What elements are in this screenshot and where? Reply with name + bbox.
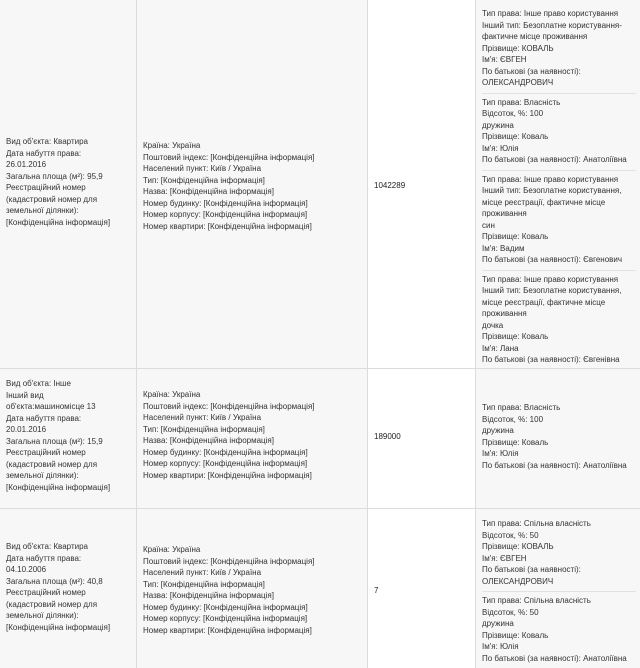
cost-value: 1042289	[374, 181, 406, 190]
object-line: 20.01.2016	[6, 425, 47, 434]
address-line: Номер квартири: [Конфіденційна інформація]	[143, 625, 312, 635]
object-line: (кадастровий номер для	[6, 459, 98, 469]
rights-cell	[475, 509, 640, 668]
right-line: місце реєстрації, фактичне місце	[482, 197, 606, 207]
address-line: Номер корпусу: [Конфіденційна інформація]	[143, 459, 308, 468]
object-line: Загальна площа (м²): 40,8	[6, 576, 103, 586]
address-line: Країна: Україна	[143, 545, 201, 554]
address-line: Поштовий індекс: [Конфіденційна інформація]	[143, 152, 315, 162]
right-line: Ім'я: Юлія	[482, 449, 519, 458]
right-line: Тип права: Власність	[482, 97, 561, 107]
object-line: [Конфіденційна інформація]	[6, 622, 111, 632]
right-line: Ім'я: Юлія	[482, 143, 519, 153]
right-line: По батькові (за наявності): Євгенович	[482, 255, 623, 264]
object-line: (кадастровий номер для	[6, 599, 98, 609]
right-line: Тип права: Інше право користування	[482, 174, 619, 184]
right-holder-block	[482, 174, 636, 268]
address-line: Населений пункт: Київ / Україна	[143, 413, 262, 422]
right-line: Ім'я: Вадим	[482, 243, 525, 253]
address-line: Номер будинку: [Конфіденційна інформація]	[143, 602, 308, 612]
right-line: Прізвище: Коваль	[482, 630, 549, 640]
right-line: Ім'я: Юлія	[482, 642, 519, 651]
right-line: Тип права: Спільна власність	[482, 596, 591, 605]
object-line: Загальна площа (м²): 95,9	[6, 171, 103, 181]
object-line: земельної ділянки):	[6, 471, 79, 480]
right-line: По батькові (за наявності):	[482, 66, 581, 76]
cost-cell	[367, 369, 475, 508]
right-line: Відсоток, %: 50	[482, 530, 539, 540]
right-line: ОЛЕКСАНДРОВИЧ	[482, 78, 554, 87]
object-cell	[0, 0, 136, 368]
address-line: Назва: [Конфіденційна інформація]	[143, 591, 274, 600]
right-line: ОЛЕКСАНДРОВИЧ	[482, 576, 554, 586]
divider	[482, 270, 636, 271]
right-line: дочка	[482, 320, 504, 330]
object-cell	[0, 509, 136, 668]
address-line: Номер будинку: [Конфіденційна інформація]	[143, 198, 308, 208]
right-holder-block	[482, 595, 636, 666]
right-line: По батькові (за наявності): Анатоліївна	[482, 155, 627, 164]
address-cell	[136, 509, 367, 668]
right-line: Ім'я: Лана	[482, 343, 519, 353]
right-line: Прізвище: Коваль	[482, 437, 549, 447]
right-line: Тип права: Власність	[482, 403, 561, 412]
right-line: Тип права: Спільна власність	[482, 519, 591, 528]
right-line: Тип права: Інше право користування	[482, 274, 619, 284]
right-line: Інший тип: Безоплатне користування,	[482, 286, 622, 295]
divider	[482, 591, 636, 592]
object-line: об'єкта:машиномісце 13	[6, 402, 96, 411]
object-line: земельної ділянки):	[6, 611, 79, 620]
address-line: Країна: Україна	[143, 141, 201, 150]
right-line: По батькові (за наявності):	[482, 565, 581, 574]
right-line: дружина	[482, 619, 514, 628]
address-line: Поштовий індекс: [Конфіденційна інформація]	[143, 556, 315, 566]
object-cell	[0, 369, 136, 508]
divider	[482, 170, 636, 171]
right-line: Відсоток, %: 50	[482, 607, 539, 617]
right-line: проживання	[482, 309, 527, 318]
address-line: Поштовий індекс: [Конфіденційна інформація]	[143, 401, 315, 411]
right-holder-block	[482, 274, 636, 368]
right-line: Прізвище: Коваль	[482, 332, 549, 341]
right-line: Ім'я: ЄВГЕН	[482, 55, 527, 64]
right-line: місце реєстрації, фактичне місце	[482, 297, 606, 307]
address-line: Населений пункт: Київ / Україна	[143, 164, 262, 173]
right-holder-block	[482, 518, 636, 589]
address-line: Країна: Україна	[143, 390, 201, 399]
right-line: дружина	[482, 120, 514, 130]
right-line: фактичне місце проживання	[482, 32, 588, 41]
right-line: дружина	[482, 426, 514, 435]
right-line: Інший тип: Безоплатне користування-	[482, 20, 622, 30]
object-line: Вид об'єкта: Квартира	[6, 542, 88, 551]
address-line: Тип: [Конфіденційна інформація]	[143, 579, 265, 589]
right-line: Прізвище: КОВАЛЬ	[482, 43, 554, 53]
address-cell	[136, 369, 367, 508]
right-line: син	[482, 220, 495, 230]
divider	[482, 93, 636, 94]
object-line: [Конфіденційна інформація]	[6, 217, 111, 227]
cost-value: 7	[374, 586, 379, 595]
cost-value: 189000	[374, 432, 401, 441]
address-line: Номер будинку: [Конфіденційна інформація]	[143, 447, 308, 457]
object-line: [Конфіденційна інформація]	[6, 482, 111, 492]
address-line: Назва: [Конфіденційна інформація]	[143, 436, 274, 445]
right-line: По батькові (за наявності): Анатоліївна	[482, 653, 627, 663]
right-line: Відсоток, %: 100	[482, 109, 544, 118]
rights-cell	[475, 369, 640, 508]
object-line: Загальна площа (м²): 15,9	[6, 436, 103, 446]
right-line: По батькові (за наявності): Анатоліївна	[482, 460, 627, 470]
address-line: Номер корпусу: [Конфіденційна інформація]	[143, 210, 308, 219]
table-row	[0, 369, 640, 509]
address-line: Населений пункт: Київ / Україна	[143, 568, 262, 577]
right-line: Прізвище: Коваль	[482, 232, 549, 241]
object-line: 26.01.2016	[6, 160, 47, 169]
address-line: Номер квартири: [Конфіденційна інформація]	[143, 470, 312, 480]
object-line: Дата набуття права:	[6, 553, 82, 563]
rights-cell	[475, 0, 640, 368]
object-line: (кадастровий номер для	[6, 194, 98, 204]
object-line: земельної ділянки):	[6, 206, 79, 215]
table-row	[0, 509, 640, 668]
object-line: Реєстраційний номер	[6, 588, 86, 597]
cost-cell	[367, 509, 475, 668]
address-line: Назва: [Конфіденційна інформація]	[143, 187, 274, 196]
address-line: Тип: [Конфіденційна інформація]	[143, 424, 265, 434]
object-line: Вид об'єкта: Інше	[6, 379, 71, 388]
right-line: проживання	[482, 209, 527, 218]
address-cell	[136, 0, 367, 368]
object-line: Дата набуття права:	[6, 413, 82, 423]
right-line: Тип права: Інше право користування	[482, 9, 619, 18]
right-holder-block	[482, 402, 636, 473]
object-line: Реєстраційний номер	[6, 448, 86, 457]
address-line: Тип: [Конфіденційна інформація]	[143, 175, 265, 185]
cost-cell	[367, 0, 475, 368]
address-line: Номер квартири: [Конфіденційна інформація]	[143, 221, 312, 231]
right-line: Інший тип: Безоплатне користування,	[482, 186, 622, 195]
right-holder-block	[482, 8, 636, 91]
object-line: Вид об'єкта: Квартира	[6, 137, 88, 146]
right-holder-block	[482, 97, 636, 168]
object-line: Інший вид	[6, 390, 44, 400]
right-line: Прізвище: Коваль	[482, 132, 549, 141]
right-line: Відсоток, %: 100	[482, 414, 544, 424]
address-line: Номер корпусу: [Конфіденційна інформація]	[143, 614, 308, 623]
object-line: Реєстраційний номер	[6, 183, 86, 192]
object-line: 04.10.2006	[6, 565, 47, 574]
right-line: По батькові (за наявності): Євгенівна	[482, 355, 620, 364]
object-line: Дата набуття права:	[6, 148, 82, 158]
right-line: Прізвище: КОВАЛЬ	[482, 542, 554, 551]
right-line: Ім'я: ЄВГЕН	[482, 553, 527, 563]
